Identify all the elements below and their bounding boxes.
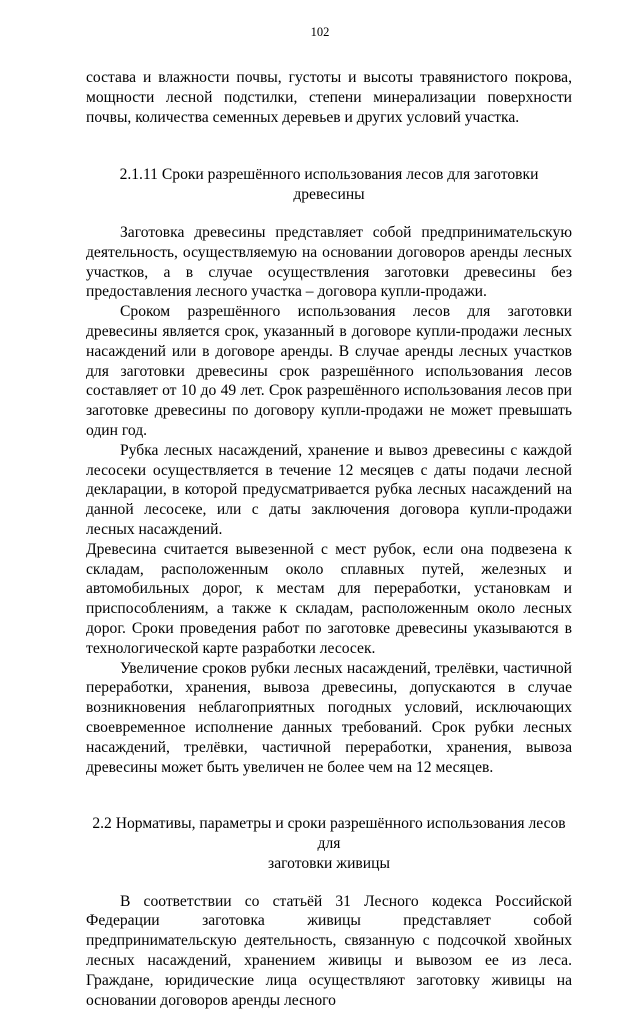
paragraph-4: Древесина считается вывезенной с мест рубок, если она подвезена к складам, расположенным около сплавных путей, железных и автомобильных дорог, к местам для переработки, установкам и приспособлениям, а также к складам, расположенным около лесных дорог. Сроки проведения работ по заготовке древесины указываются в технологической карте разработки лесосек. [86, 540, 572, 657]
paragraph-2: Сроком разрешённого использования лесов для заготовки древесины является срок, указанный в договоре купли-продажи лесных насаждений или в договоре аренды. В случае аренды лесных участков для заготовки древесины срок разрешённого использования лесов составляет от 10 до 49 лет. Срок разрешённого использования лесов при заготовке древесины по договору купли-продажи не может превышать один год. [86, 303, 572, 439]
paragraph-3: Рубка лесных насаждений, хранение и вывоз древесины с каждой лесосеки осуществляется в течение 12 месяцев с даты подачи лесной декларации, в которой предусматривается рубка лесных насаждений на данной лесосеке, или с даты заключения договора купли-продажи лесных насаждений. [86, 441, 572, 538]
section-heading-2-2-line2: заготовки живицы [268, 854, 390, 872]
page-number: 102 [310, 25, 330, 39]
section-heading-2-1-11: 2.1.11 Сроки разрешённого использования лесов для заготовки древесины [119, 166, 539, 204]
paragraph-1: Заготовка древесины представляет собой предпринимательскую деятельность, осуществляемую на основании договоров аренды лесных участков, а в случае осуществления заготовки древесины без предоставления лесного участка – договора купли-продажи. [86, 223, 572, 301]
intro-paragraph: состава и влажности почвы, густоты и высоты травянистого покрова, мощности лесной подстилки, степени минерализации поверхности почвы, количества семенных деревьев и других условий участка. [86, 69, 572, 126]
page-content [86, 68, 572, 1010]
section-heading-2-2-line1: 2.2 Нормативы, параметры и сроки разрешённого использования лесов для [92, 815, 566, 853]
section-heading-2-2 [86, 814, 572, 873]
paragraph-6: В соответствии со статьёй 31 Лесного кодекса Российской Федерации заготовка живицы представляет собой предпринимательскую деятельность, связанную с подсочкой хвойных лесных насаждений, хранением живицы и вывозом ее из леса. Граждане, юридические лица осуществляют заготовку живицы на основании договоров аренды лесного [86, 892, 572, 1009]
paragraph-5: Увеличение сроков рубки лесных насаждений, трелёвки, частичной переработки, хранения, вывоза древесины, допускаются в случае возникновения неблагоприятных погодных условий, исключающих своевременное исполнение данных требований. Срок рубки лесных насаждений, трелёвки, частичной переработки, хранения, вывоза древесины может быть увеличен не более чем на 12 месяцев. [86, 659, 572, 776]
